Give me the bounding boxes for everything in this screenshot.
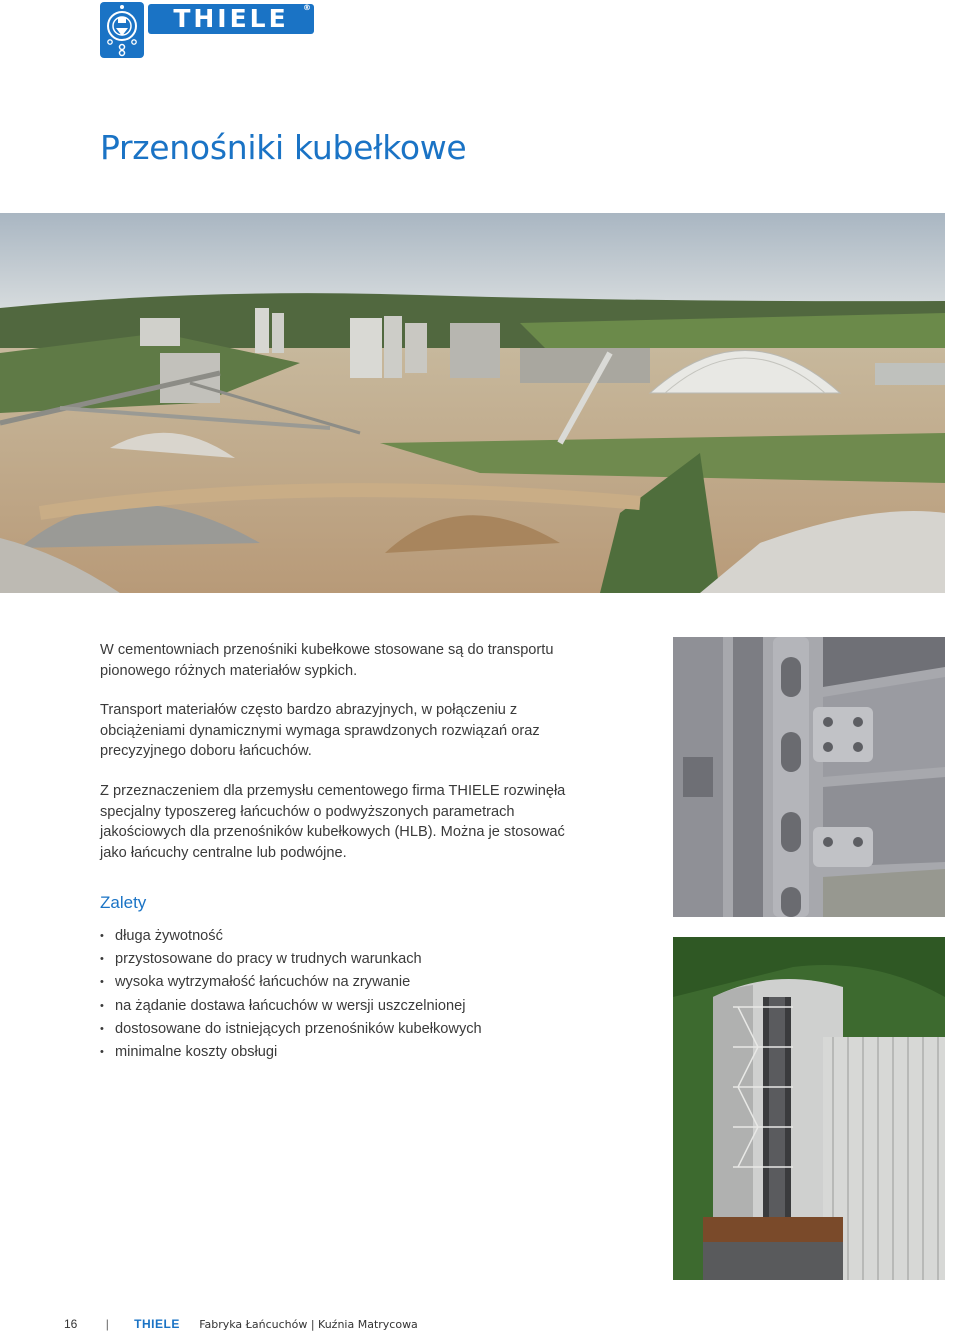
intro-paragraph-2: Transport materiałów często bardzo abrazyjnych, w połączeniu z obciążeniami dynamicznymi wymaga sprawdzonych rozwiązań oraz precyzyjnego doboru łańcuchów. bbox=[100, 702, 540, 759]
registered-mark: ® bbox=[303, 3, 311, 12]
bucket-chain-photo bbox=[673, 637, 945, 917]
page-number: 16 bbox=[64, 1317, 78, 1331]
logo-wordmark bbox=[148, 4, 314, 34]
list-item: • przystosowane do pracy w trudnych warunkach bbox=[100, 948, 482, 971]
list-item: • na żądanie dostawa łańcuchów w wersji uszczelnionej bbox=[100, 995, 482, 1018]
logo-text: THIELE bbox=[173, 4, 289, 33]
list-item: • wysoka wytrzymałość łańcuchów na zrywanie bbox=[100, 971, 482, 994]
footer-subtitle: Fabryka Łańcuchów | Kuźnia Matrycowa bbox=[199, 1318, 418, 1331]
bucket-elevator-photo bbox=[673, 937, 945, 1280]
footer-separator: | bbox=[105, 1317, 109, 1331]
intro-paragraph-3: Z przeznaczeniem dla przemysłu cementowego firma THIELE rozwinęła specjalny typoszereg łańcuchów o podwyższonych parametrach jakościowych dla przenośników kubełkowych (HLB). Można je stosować jako łańcuchy centralne lub podwójne. bbox=[100, 783, 566, 861]
page-footer bbox=[64, 1317, 418, 1331]
intro-paragraph-1: W cementowniach przenośniki kubełkowe stosowane są do transportu pionowego różnych materiałów sypkich. bbox=[100, 642, 554, 679]
list-item: • długa żywotność bbox=[100, 925, 482, 948]
cement-plant-photo bbox=[0, 213, 945, 593]
page-title: Przenośniki kubełkowe bbox=[100, 128, 467, 167]
list-item: • dostosowane do istniejących przenośników kubełkowych bbox=[100, 1018, 482, 1041]
advantages-title: Zalety bbox=[100, 893, 147, 912]
thiele-logo bbox=[100, 2, 316, 60]
footer-brand: THIELE bbox=[134, 1317, 180, 1331]
list-item: • minimalne koszty obsługi bbox=[100, 1041, 482, 1064]
chain-emblem-icon bbox=[100, 2, 144, 58]
advantages-list bbox=[100, 925, 482, 1064]
